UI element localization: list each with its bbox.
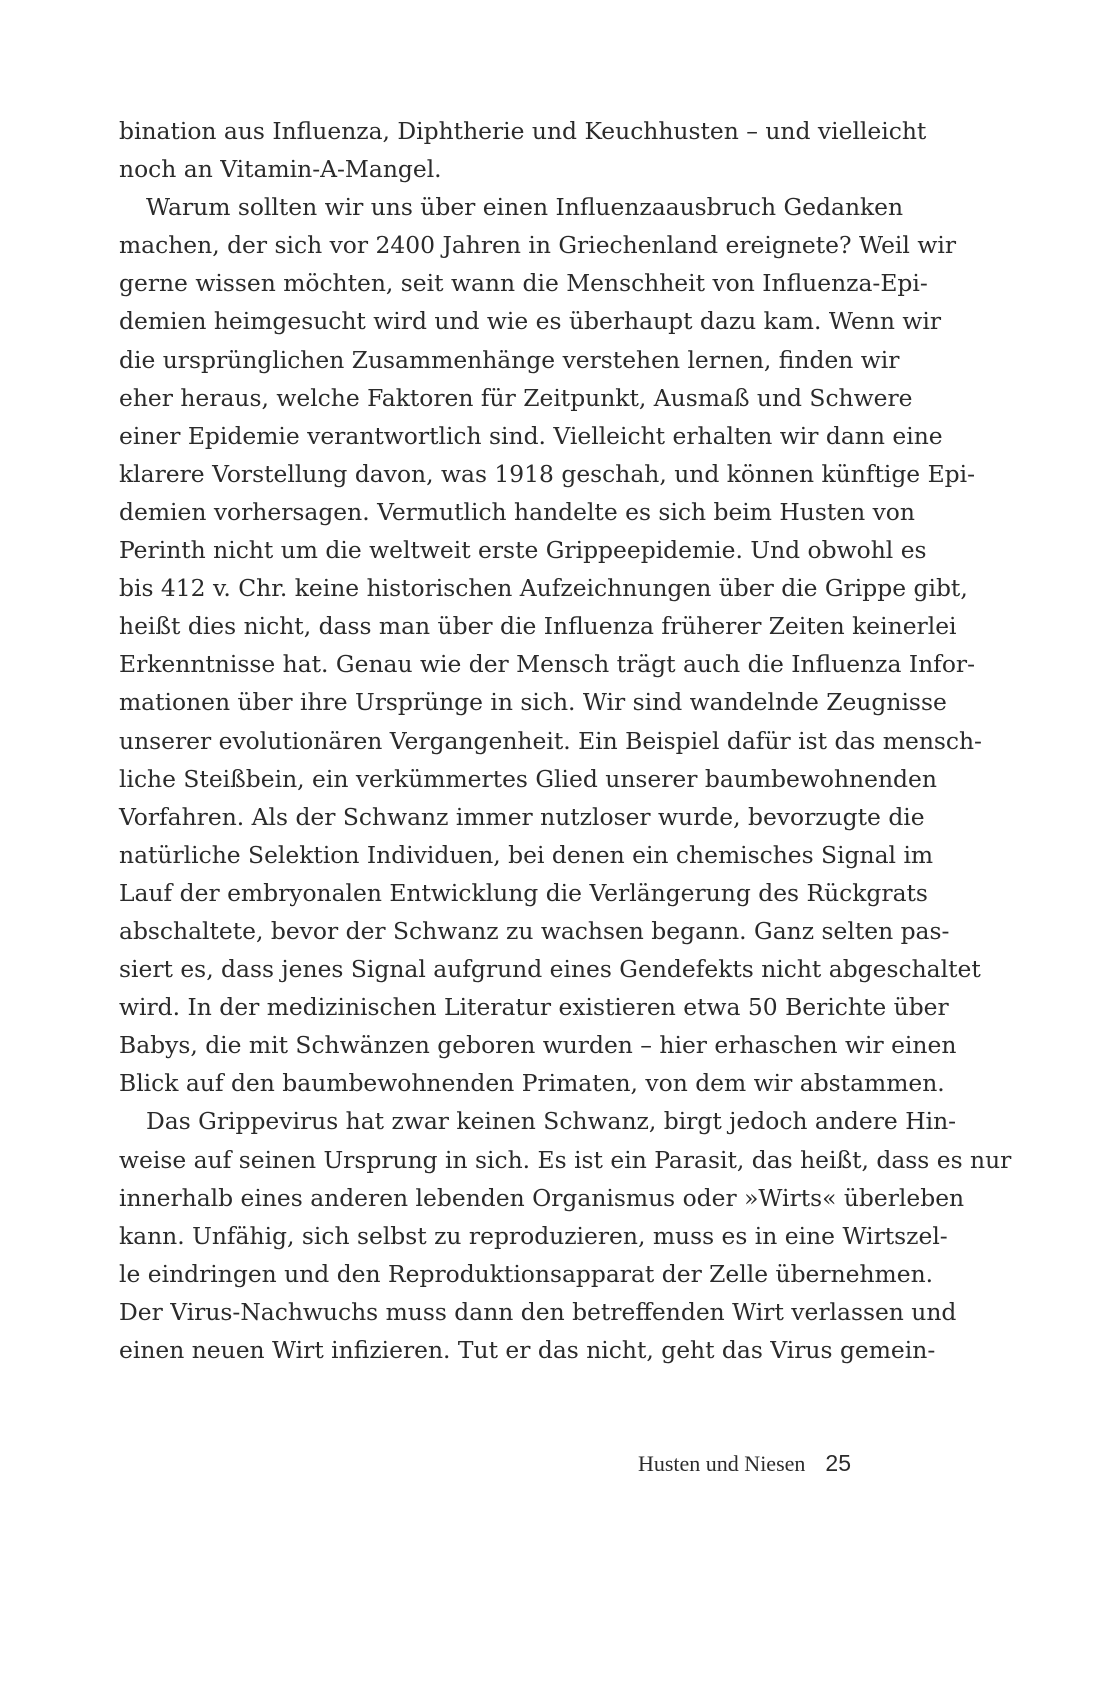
- running-head: Husten und Niesen: [637, 1451, 806, 1476]
- text-line: Der Virus-Nachwuchs muss dann den betreffenden Wirt verlassen und: [119, 1297, 957, 1326]
- text-line: unserer evolutionären Vergangenheit. Ein Beispiel dafür ist das mensch-: [119, 726, 982, 755]
- text-line: einer Epidemie verantwortlich sind. Vielleicht erhalten wir dann eine: [119, 421, 943, 450]
- text-line: Blick auf den baumbewohnenden Primaten, von dem wir abstammen.: [119, 1069, 945, 1098]
- text-line: Warum sollten wir uns über einen Influenzaausbruch Gedanken: [146, 193, 904, 222]
- text-line: machen, der sich vor 2400 Jahren in Griechenland ereignete? Weil wir: [119, 231, 957, 260]
- text-line: eher heraus, welche Faktoren für Zeitpunkt, Ausmaß und Schwere: [119, 383, 913, 412]
- paragraph: [119, 1102, 1012, 1369]
- text-line: Lauf der embryonalen Entwicklung die Verlängerung des Rückgrats: [119, 878, 928, 907]
- text-line: die ursprünglichen Zusammenhänge verstehen lernen, finden wir: [119, 345, 900, 374]
- text-line: demien heimgesucht wird und wie es überhaupt dazu kam. Wenn wir: [119, 307, 942, 336]
- page-number: 25: [825, 1450, 851, 1476]
- text-line: noch an Vitamin-A-Mangel.: [119, 155, 442, 184]
- text-line: natürliche Selektion Individuen, bei denen ein chemisches Signal im: [119, 840, 934, 869]
- text-line: Perinth nicht um die weltweit erste Grippeepidemie. Und obwohl es: [119, 536, 927, 565]
- text-line: Vorfahren. Als der Schwanz immer nutzloser wurde, bevorzugte die: [119, 802, 925, 831]
- text-line: abschaltete, bevor der Schwanz zu wachsen begann. Ganz selten pas-: [119, 916, 950, 945]
- paragraph: [119, 112, 927, 188]
- text-line: gerne wissen möchten, seit wann die Menschheit von Influenza-Epi-: [119, 269, 928, 298]
- paragraph: [119, 188, 982, 1102]
- text-line: Erkenntnisse hat. Genau wie der Mensch trägt auch die Influenza Infor-: [119, 650, 976, 679]
- text-line: mationen über ihre Ursprünge in sich. Wir sind wandelnde Zeugnisse: [119, 688, 947, 717]
- text-line: demien vorhersagen. Vermutlich handelte es sich beim Husten von: [119, 497, 915, 526]
- body-text: [119, 112, 1012, 1369]
- text-line: innerhalb eines anderen lebenden Organismus oder »Wirts« überleben: [119, 1183, 965, 1212]
- text-line: siert es, dass jenes Signal aufgrund eines Gendefekts nicht abgeschaltet: [119, 955, 981, 984]
- text-line: weise auf seinen Ursprung in sich. Es ist ein Parasit, das heißt, dass es nur: [119, 1145, 1012, 1174]
- text-line: heißt dies nicht, dass man über die Influenza früherer Zeiten keinerlei: [119, 612, 957, 641]
- text-line: bis 412 v. Chr. keine historischen Aufzeichnungen über die Grippe gibt,: [119, 574, 968, 603]
- page-footer: [638, 1450, 851, 1477]
- text-line: le eindringen und den Reproduktionsapparat der Zelle übernehmen.: [119, 1259, 934, 1288]
- text-line: Babys, die mit Schwänzen geboren wurden – hier erhaschen wir einen: [119, 1031, 957, 1060]
- text-line: bination aus Influenza, Diphtherie und Keuchhusten – und vielleicht: [119, 117, 927, 145]
- text-line: liche Steißbein, ein verkümmertes Glied unserer baumbewohnenden: [119, 764, 937, 793]
- text-line: Das Grippevirus hat zwar keinen Schwanz, birgt jedoch andere Hin-: [146, 1107, 957, 1136]
- text-line: wird. In der medizinischen Literatur existieren etwa 50 Berichte über: [119, 993, 949, 1022]
- text-line: kann. Unfähig, sich selbst zu reproduzieren, muss es in eine Wirtszel-: [119, 1221, 948, 1250]
- text-line: klarere Vorstellung davon, was 1918 geschah, und können künftige Epi-: [119, 459, 976, 488]
- text-line: einen neuen Wirt infizieren. Tut er das nicht, geht das Virus gemein-: [119, 1336, 936, 1364]
